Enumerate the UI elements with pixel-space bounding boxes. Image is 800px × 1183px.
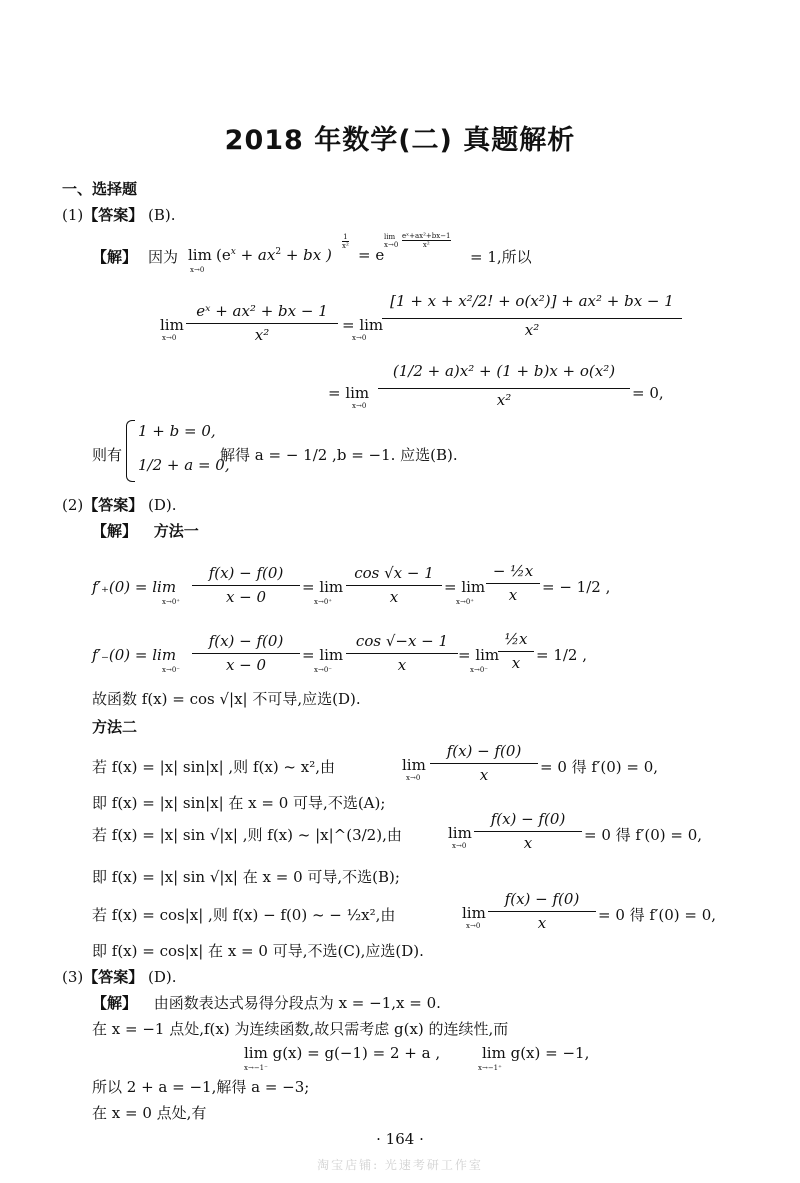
q2-fminus-tail: = 1/2 , [536,646,588,664]
q2-fminus-lhs: f′₋(0) = lim [92,646,177,664]
q3-line3b-sub: x→−1⁺ [478,1064,502,1072]
q2-fminus-sub2: x→0⁻ [314,666,332,674]
q1-line1-body: ($e^x + ax^2$ + bx ) [216,246,332,264]
q2-m2-l1b: = 0 得 f′(0) = 0, [540,758,659,776]
q1-answer-label: 【答案】 [83,206,144,224]
q2-m2-l1-frac: $\frac{f(x) - f(0)}{x}$ [430,742,538,784]
q3-answer-line [62,966,177,987]
q2-m2-l5-sub: x→0 [466,922,481,930]
q2-fplus-tail: = − 1/2 , [542,578,611,596]
q2-m2-l3-lim: lim [448,824,472,842]
q2-m2-l2: 即 f(x) = |x| sin|x| 在 x = 0 可导,不选(A); [92,794,386,812]
q2-method2: 方法二 [92,718,138,736]
q2-fminus-frac1: $\frac{f(x) - f(0)}{x - 0}$ [192,632,300,674]
q1-eq3-frac: $\frac{\text{(1/2 + a)x² + (1 + b)x + o(x²)}}{\text{x²}}$ [378,360,630,409]
q1-eq2-sub: x→0 [162,334,177,342]
q3-number: (3) [62,968,84,986]
q2-fminus-eq2: = lim [302,646,344,664]
q2-m2-l1-sub: x→0 [406,774,421,782]
q3-line5: 在 x = 0 点处,有 [92,1104,207,1122]
q2-fplus-frac2: $\frac{\cos √x - 1}{x}$ [346,564,442,606]
q2-fplus-frac3: $\frac{\text{− ½x}}{x}$ [486,552,540,604]
q1-line1-lead: 因为 [148,248,179,266]
q1-exponent: 1 x² [342,233,349,250]
q2-number: (2) [62,496,84,514]
q1-answer-line [62,204,176,225]
q2-m2-l5b: = 0 得 f′(0) = 0, [598,906,717,924]
q1-answer: (B). [148,206,176,224]
q1-sys-line2: 1/2 + a = 0, [138,456,230,474]
q2-fplus-sub2: x→0⁺ [314,598,332,606]
q3-line3a-sub: x→−1⁻ [244,1064,268,1072]
q2-fminus-frac2: $\frac{\cos √-x - 1}{x}$ [346,632,458,674]
q2-m2-l3-frac: $\frac{f(x) - f(0)}{x}$ [474,810,582,852]
q2-fminus-eq3: = lim [458,646,500,664]
q2-fplus-eq2: = lim [302,578,344,596]
q1-eq3-eq: = lim [328,384,370,402]
q2-solution-label: 【解】 [92,522,138,540]
page-title: 2018 年数学(二) 真题解析 [224,125,576,156]
q2-m2-l1-lim: lim [402,756,426,774]
q3-line2: 在 x = −1 点处,f(x) 为连续函数,故只需考虑 g(x) 的连续性,而 [92,1020,509,1038]
q2-fplus-eq3: = lim [444,578,486,596]
q1-eq2-sub2: x→0 [352,334,367,342]
q2-fminus-sub3: x→0⁻ [470,666,488,674]
q3-answer: (D). [148,968,177,986]
q1-line1-eq: = e [358,246,385,264]
q3-line4: 所以 2 + a = −1,解得 a = −3; [92,1078,310,1096]
q1-eq2-frac: $\frac{\text{eˣ + ax² + bx − 1}}{\text{x²}}$ [186,302,338,344]
watermark: 淘宝店铺: 光速考研工作室 [317,1158,483,1172]
q2-m2-l3-sub: x→0 [452,842,467,850]
q2-m2-l6: 即 f(x) = cos|x| 在 x = 0 可导,不选(C),应选(D). [92,942,424,960]
q2-m2-l1a: 若 f(x) = |x| sin|x| ,则 f(x) ~ x²,由 [92,758,336,776]
q2-m2-l5-frac: $\frac{f(x) - f(0)}{x}$ [488,890,596,932]
q1-solution-label: 【解】 [92,248,138,266]
q2-fminus-sub: x→0⁻ [162,666,180,674]
q1-sys-tail: 解得 a = − 1/2 ,b = −1. 应选(B). [220,446,458,464]
q1-eq2-frac2: $\frac{\text{[1 + x + x²/2! + o(x²)] + ax² + bx − 1}}{\text{x²}}$ [382,288,682,339]
q2-method1: 方法一 [153,522,199,540]
q2-answer-line [62,494,177,515]
q1-eexp-lim: lim x→0 [384,233,399,249]
q2-m2-l3b: = 0 得 f′(0) = 0, [584,826,703,844]
q2-method1-line [92,520,199,541]
q2-conclusion1: 故函数 f(x) = cos √|x| 不可导,应选(D). [92,690,361,708]
q3-solution-label: 【解】 [92,994,138,1012]
q1-line1-lim: lim [188,246,212,264]
q1-sys-brace [126,420,135,482]
q1-eq3-sub: x→0 [352,402,367,410]
q1-sys-line1: 1 + b = 0, [138,422,216,440]
q2-fplus-lhs: f′₊(0) = lim [92,578,177,596]
q1-eq2-lim: lim [160,316,184,334]
q2-m2-l3a: 若 f(x) = |x| sin √|x| ,则 f(x) ~ |x|^(3/2),由 [92,826,402,844]
q1-eexp-frac: eˣ+ax²+bx−1 x² [402,232,451,249]
q3-line3b: lim g(x) = −1, [482,1044,590,1062]
q2-answer-label: 【答案】 [83,496,144,514]
q2-m2-l5a: 若 f(x) = cos|x| ,则 f(x) − f(0) ~ − ½x²,由 [92,906,396,924]
section-heading: 一、选择题 [62,180,138,198]
q3-line1: 【解】 由函数表达式易得分段点为 x = −1,x = 0. [92,994,441,1012]
q1-number: (1) [62,206,84,224]
q1-line1-lim-sub: x→0 [190,266,205,274]
q2-answer: (D). [148,496,177,514]
q1-eq3-tail: = 0, [632,384,664,402]
q2-m2-l5-lim: lim [462,904,486,922]
q2-fplus-sub3: x→0⁺ [456,598,474,606]
q1-sys-lead: 则有 [92,446,123,464]
q3-answer-label: 【答案】 [83,968,144,986]
q2-fminus-frac3: $\frac{\text{½x}}{x}$ [498,620,534,672]
q2-m2-l4: 即 f(x) = |x| sin √|x| 在 x = 0 可导,不选(B); [92,868,400,886]
q1-eq2-eq: = lim [342,316,384,334]
q1-line1-tail: = 1,所以 [470,248,532,266]
page-number: · 164 · [376,1130,424,1148]
q3-line3a: lim g(x) = g(−1) = 2 + a , [244,1044,441,1062]
q2-fplus-sub: x→0⁺ [162,598,180,606]
q2-fplus-frac1: $\frac{f(x) - f(0)}{x - 0}$ [192,564,300,606]
